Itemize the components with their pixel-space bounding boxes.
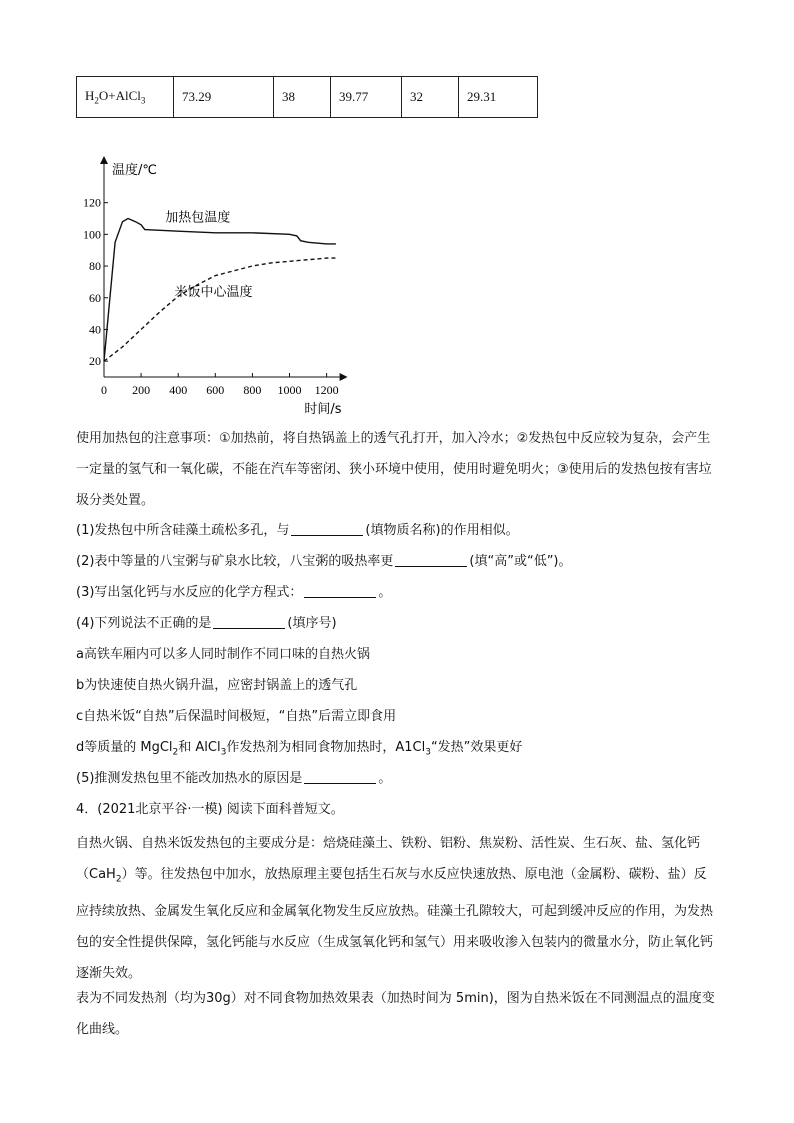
y-tick-label: 40 <box>89 322 101 337</box>
data-table <box>76 76 538 118</box>
table-row <box>77 77 538 118</box>
answer-blank[interactable] <box>291 521 363 536</box>
table-cell: 73.29 <box>174 77 274 118</box>
table-cell: 39.77 <box>331 77 402 118</box>
y-tick-label: 100 <box>83 227 101 242</box>
answer-blank[interactable] <box>213 614 285 629</box>
x-tick-label: 800 <box>243 383 262 397</box>
temperature-chart <box>76 150 396 418</box>
question-text: (填“高”或“低”)。 <box>469 554 572 569</box>
y-tick-label: 20 <box>89 354 101 369</box>
article-text: 自热火锅、自热米饭发热包的主要成分是：焙烧硅藻土、铁粉、铝粉、焦炭粉、活性炭、生石灰、盐、氢化钙（CaH <box>76 836 701 882</box>
option-b: b为快速使自热火锅升温，应密封锅盖上的透气孔 <box>76 678 358 693</box>
y-tick-label: 60 <box>89 290 101 305</box>
section-4-header: 4．(2021北京平谷·一模) 阅读下面科普短文。 <box>76 802 344 817</box>
x-tick-label: 0 <box>101 383 107 397</box>
y-tick-label: 120 <box>83 195 101 210</box>
series-label-heating-pack: 加热包温度 <box>165 210 231 226</box>
option-d <box>76 738 522 763</box>
x-tick-label: 600 <box>206 383 225 397</box>
y-axis-label: 温度/℃ <box>112 163 157 178</box>
y-axis-arrow <box>100 156 108 164</box>
article-sub: 2 <box>115 874 122 885</box>
answer-blank[interactable] <box>304 769 376 784</box>
question-text: (5)推测发热包里不能改加热水的原因是 <box>76 771 303 786</box>
option-sub: 3 <box>220 747 227 758</box>
article-text: ）等。往发热包中加水，放热原理主要包括生石灰与水反应快速放热、原电池（金属粉、碳粉、盐）反应持续放热、金属发生氧化反应和金属氧化物发生反应放热。硅藻土孔隙较大，可起到缓冲反应的作用，为发热包的安全性提供保障，氢化钙能与水反应（生成氢氧化钙和氢气）用来吸收渗入包装内的微量水分，防止氧化钙逐渐失效。 <box>76 867 714 981</box>
question-3 <box>76 583 391 603</box>
option-a: a高铁车厢内可以多人同时制作不同口味的自热火锅 <box>76 647 370 662</box>
question-text: (1)发热包中所含硅藻土疏松多孔，与 <box>76 523 290 538</box>
x-tick-label: 1000 <box>277 383 302 397</box>
row-label-part: O+AlCl <box>98 88 141 104</box>
question-text: 。 <box>378 771 392 786</box>
question-text: (填物质名称)的作用相似。 <box>365 523 519 538</box>
option-text: 和 AlCl <box>178 740 221 755</box>
row-label-cell <box>77 77 174 118</box>
x-axis-arrow <box>340 373 348 381</box>
question-2 <box>76 552 572 572</box>
x-tick-label: 400 <box>169 383 188 397</box>
article-closing: 表为不同发热剂（均为30g）对不同食物加热效果表（加热时间为 5min)，图为自热米饭在不同测温点的温度变化曲线。 <box>76 991 715 1037</box>
usage-notes: 使用加热包的注意事项：①加热前，将自热锅盖上的透气孔打开，加入冷水；②发热包中反应较为复杂，会产生一定量的氢气和一氧化碳，不能在汽车等密闭、狭小环境中使用，使用时避免明火；③使用后的发热包按有害垃圾分类处置。 <box>76 431 712 508</box>
option-sub: 3 <box>425 747 431 758</box>
question-text: (填序号) <box>287 616 337 631</box>
science-article <box>76 828 718 989</box>
rice-center-curve <box>104 258 336 361</box>
question-1 <box>76 521 519 541</box>
option-text: “发热”效果更好 <box>430 740 523 755</box>
option-text: d等质量的 MgCl <box>76 740 173 755</box>
table-cell: 38 <box>274 77 331 118</box>
x-axis-label: 时间/s <box>304 402 342 417</box>
x-tick-label: 200 <box>132 383 151 397</box>
table-cell: 32 <box>402 77 459 118</box>
row-label-part: H <box>85 88 95 104</box>
y-tick-label: 80 <box>89 259 101 274</box>
option-text: 作发热剂为相同食物加热时，A1Cl <box>226 740 426 755</box>
x-tick-label: 1200 <box>314 383 339 397</box>
question-5 <box>76 769 391 789</box>
question-text: (3)写出氢化钙与水反应的化学方程式： <box>76 585 303 600</box>
row-label-sub: 3 <box>140 95 146 106</box>
answer-blank[interactable] <box>395 552 467 567</box>
option-sub: 2 <box>172 747 179 758</box>
table-cell: 29.31 <box>459 77 538 118</box>
question-text: (2)表中等量的八宝粥与矿泉水比较，八宝粥的吸热率更 <box>76 554 394 569</box>
series-label-rice-center: 米饭中心温度 <box>174 285 253 301</box>
question-4 <box>76 614 337 634</box>
answer-blank[interactable] <box>304 583 376 598</box>
question-text: (4)下列说法不正确的是 <box>76 616 212 631</box>
question-text: 。 <box>378 585 392 600</box>
option-c: c自热米饭“自热”后保温时间极短，“自热”后需立即食用 <box>76 709 397 724</box>
row-label-sub: 2 <box>94 95 99 106</box>
